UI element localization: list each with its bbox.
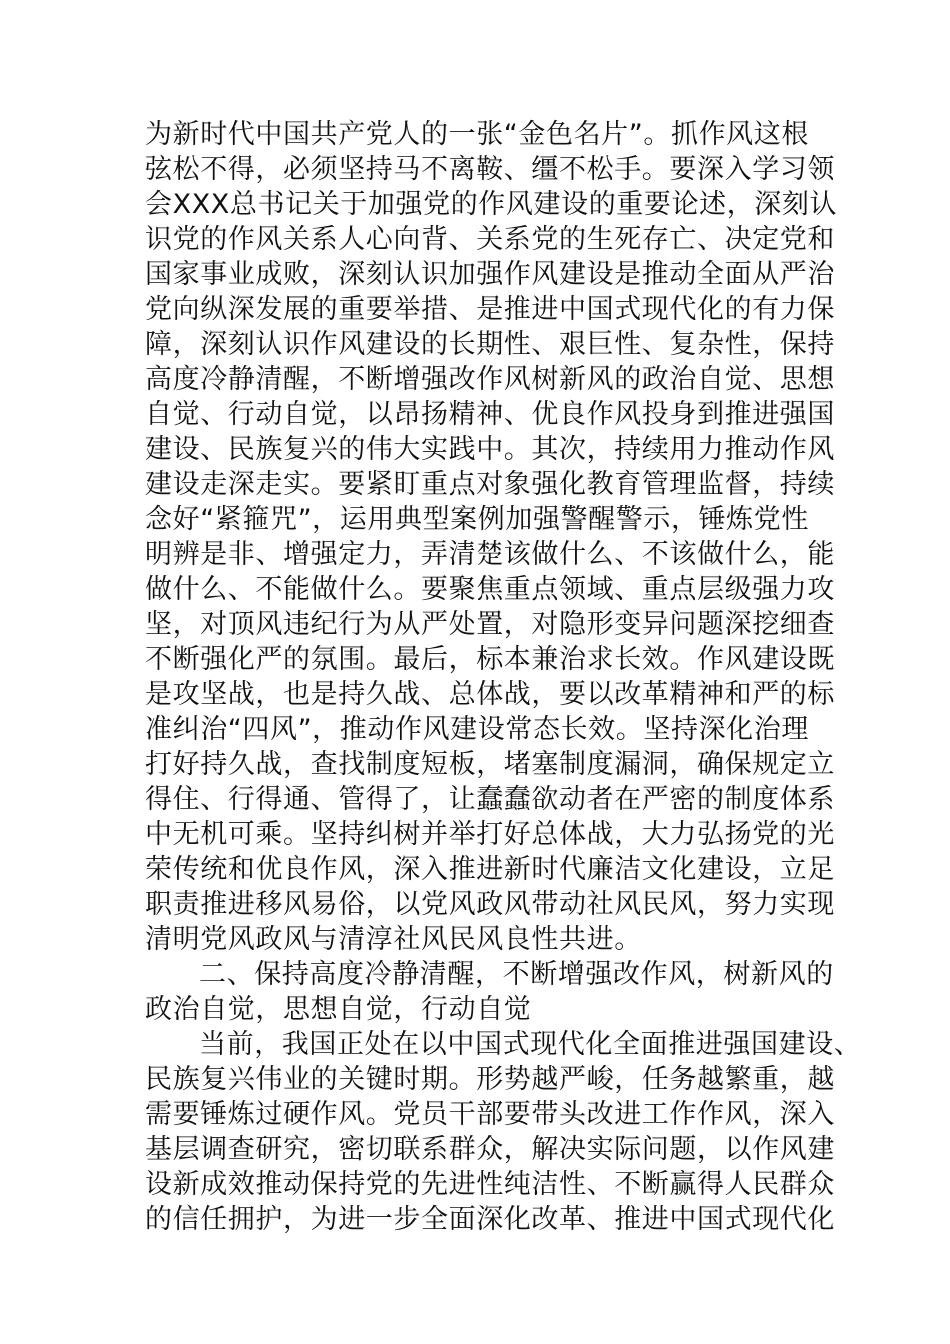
text-line: 坚，对顶风违纪行为从严处置，对隐形变异问题深挖细查 [145,609,835,640]
heading-line: 政治自觉，思想自觉，行动自觉 [145,994,532,1025]
text-line: 中无机可乘。坚持纠树并举打好总体战，大力弘扬党的光 [145,819,835,850]
text-line: 不断强化严的氛围。最后，标本兼治求长效。作风建设既 [145,644,835,675]
section-heading [145,957,834,1027]
body-paragraph [145,1027,862,1237]
text-line: 准纠治“四风”，推动作风建设常态长效。坚持深化治理 [145,714,809,745]
text-line: 会XXX总书记关于加强党的作风建设的重要论述，深刻认 [145,189,838,220]
text-line: 设新成效推动保持党的先进性纯洁性、不断赢得人民群众 [145,1169,835,1200]
text-line: 民族复兴伟业的关键时期。形势越严峻，任务越繁重，越 [145,1064,835,1095]
text-line: 建设、民族复兴的伟大实践中。其次，持续用力推动作风 [145,434,835,465]
text-line: 弦松不得，必须坚持马不离鞍、缰不松手。要深入学习领 [145,154,835,185]
text-line: 做什么、不能做什么。要聚焦重点领域、重点层级强力攻 [145,574,835,605]
text-line: 职责推进移风易俗，以党风政风带动社风民风，努力实现 [145,889,835,920]
text-line: 是攻坚战，也是持久战、总体战，要以改革精神和严的标 [145,679,835,710]
text-line: 基层调查研究，密切联系群众，解决实际问题，以作风建 [145,1134,835,1165]
text-line: 得住、行得通、管得了，让蠢蠢欲动者在严密的制度体系 [145,784,835,815]
document-body [145,117,862,1237]
text-line: 为新时代中国共产党人的一张“金色名片”。抓作风这根 [145,119,809,150]
text-line: 国家事业成败，深刻认识加强作风建设是推动全面从严治 [145,259,835,290]
text-line: 清明党风政风与清淳社风民风良性共进。 [145,924,642,955]
text-line: 荣传统和优良作风，深入推进新时代廉洁文化建设，立足 [145,854,835,885]
text-line: 打好持久战，查找制度短板，堵塞制度漏洞，确保规定立 [145,749,835,780]
text-line: 念好“紧箍咒”，运用典型案例加强警醒警示，锤炼党性 [145,504,809,535]
text-line: 识党的作风关系人心向背、关系党的生死存亡、决定党和 [145,224,835,255]
text-line: 当前，我国正处在以中国式现代化全面推进强国建设、 [199,1029,862,1060]
text-line: 高度冷静清醒，不断增强改作风树新风的政治自觉、思想 [145,364,835,395]
text-line: 自觉、行动自觉，以昂扬精神、优良作风投身到推进强国 [145,399,835,430]
text-line: 明辨是非、增强定力，弄清楚该做什么、不该做什么，能 [145,539,835,570]
text-line: 党向纵深发展的重要举措、是推进中国式现代化的有力保 [145,294,835,325]
text-line: 建设走深走实。要紧盯重点对象强化教育管理监督，持续 [145,469,835,500]
text-line: 需要锤炼过硬作风。党员干部要带头改进工作作风，深入 [145,1099,835,1130]
text-line: 的信任拥护，为进一步全面深化改革、推进中国式现代化 [145,1204,835,1235]
body-paragraph [145,117,838,957]
heading-line: 二、保持高度冷静清醒，不断增强改作风，树新风的 [199,959,834,990]
text-line: 障，深刻认识作风建设的长期性、艰巨性、复杂性，保持 [145,329,835,360]
